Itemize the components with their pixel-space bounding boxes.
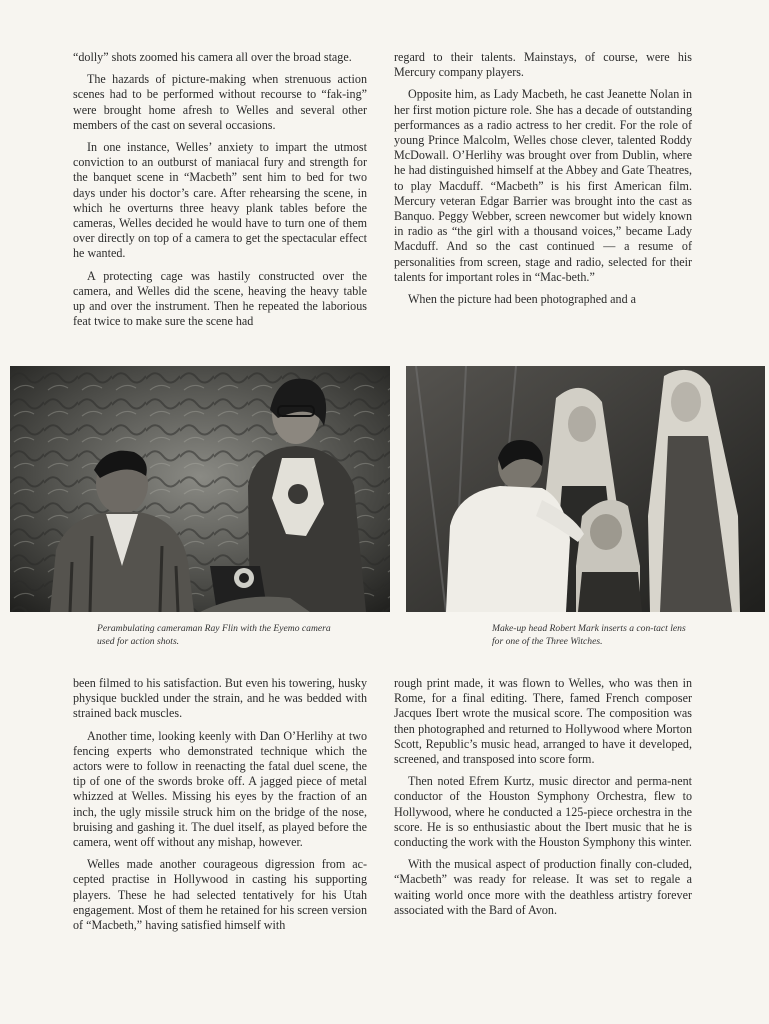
article-column-bottom-right <box>394 676 692 925</box>
paragraph: In one instance, Welles’ anxiety to impart the utmost conviction to an outburst of maniacal fury and strength for the banquet scene in “Macbeth” sent him to bed for two days under his doctor’s care. After rehearsing the scene, in which he overturns three heavy plank tables before the cameras, Welles decided he would have to turn one of them over directly on top of a camera to get the spectacular effect he wanted. <box>73 140 367 261</box>
paragraph: Welles made another courageous digression from ac-cepted practise in Hollywood in casting his supporting players. These he had selected tentatively for his Utah engagement. Most of them he retained for his screen version of “Macbeth,” having satisfied himself with <box>73 857 367 933</box>
paragraph: rough print made, it was flown to Welles, who was then in Rome, for a final editing. There, famed French composer Jacques Ibert wrote the musical score. The composition was then photographed and returned to Hollywood where Morton Scott, Republic’s music head, arranged to have it developed, screened, and transposed into score form. <box>394 676 692 767</box>
photo-caption-left: Perambulating cameraman Ray Flin with the Eyemo camera used for action shots. <box>97 623 331 647</box>
paragraph: Opposite him, as Lady Macbeth, he cast Jeanette Nolan in her first motion picture role. She has a decade of outstanding performances as a radio actress to her credit. For the role of young Prince Malcolm, Welles chose clever, talented Roddy McDowall. O’Herlihy was brought over from Dublin, where he had distinguished himself at the Abbey and Gate Theatres, to play Macduff. “Macbeth” is his first American film. Mercury veteran Edgar Barrier was brought into the cast as Banquo. Peggy Webber, screen newcomer but widely known in radio as “the girl with a thousand voices,” became Lady Macduff. And so the cast continued — a resume of personalities from screen, stage and radio, selected for their talents for important roles in “Mac-beth.” <box>394 87 692 284</box>
paragraph: A protecting cage was hastily constructed over the camera, and Welles did the scene, heaving the heavy table up and over the instrument. Then he repeated the laborious feat twice to make sure the scene had <box>73 268 367 329</box>
paragraph: With the musical aspect of production finally con-cluded, “Macbeth” was ready for release. It was set to regale a waiting world once more with the deathless artistry forever associated with the Bard of Avon. <box>394 857 692 917</box>
article-column-top-right <box>394 50 692 314</box>
photo-cameraman <box>10 366 390 612</box>
paragraph: Another time, looking keenly with Dan O’Herlihy at two fencing experts who demonstrated technique which the actors were to follow in reenacting the fatal duel scene, the tip of one of the swords broke off. A jagged piece of metal whizzed at Welles. Missing his eyes by the fraction of an inch, the ugly missile struck him on the bridge of the nose, bruising and gashing it. The duel itself, as played before the camera, went off without any mishap, however. <box>73 728 367 850</box>
photo-caption-right: Make-up head Robert Mark inserts a con-tact lens for one of the Three Witches. <box>492 623 686 647</box>
paragraph: Then noted Efrem Kurtz, music director and perma-nent conductor of the Houston Symphony Orchestra, flew to Hollywood, where he conducted a 125-piece orchestra in the score. He is so enthusiastic about the Ibert music that he is conducting the work with the Houston Symphony this winter. <box>394 774 692 850</box>
paragraph: regard to their talents. Mainstays, of course, were his Mercury company players. <box>394 50 692 80</box>
article-column-bottom-left <box>73 676 367 940</box>
paragraph: The hazards of picture-making when strenuous action scenes had to be performed without recourse to “fak-ing” were brought home afresh to Welles and several other members of the cast on several occasions. <box>73 72 367 132</box>
article-column-top-left <box>73 50 367 336</box>
paragraph: “dolly” shots zoomed his camera all over the broad stage. <box>73 50 352 64</box>
photo-makeup-witches <box>406 366 765 612</box>
paragraph: been filmed to his satisfaction. But even his towering, husky physique buckled under the strain, and he was bedded with strained back muscles. <box>73 676 367 721</box>
paragraph: When the picture had been photographed and a <box>408 292 637 307</box>
